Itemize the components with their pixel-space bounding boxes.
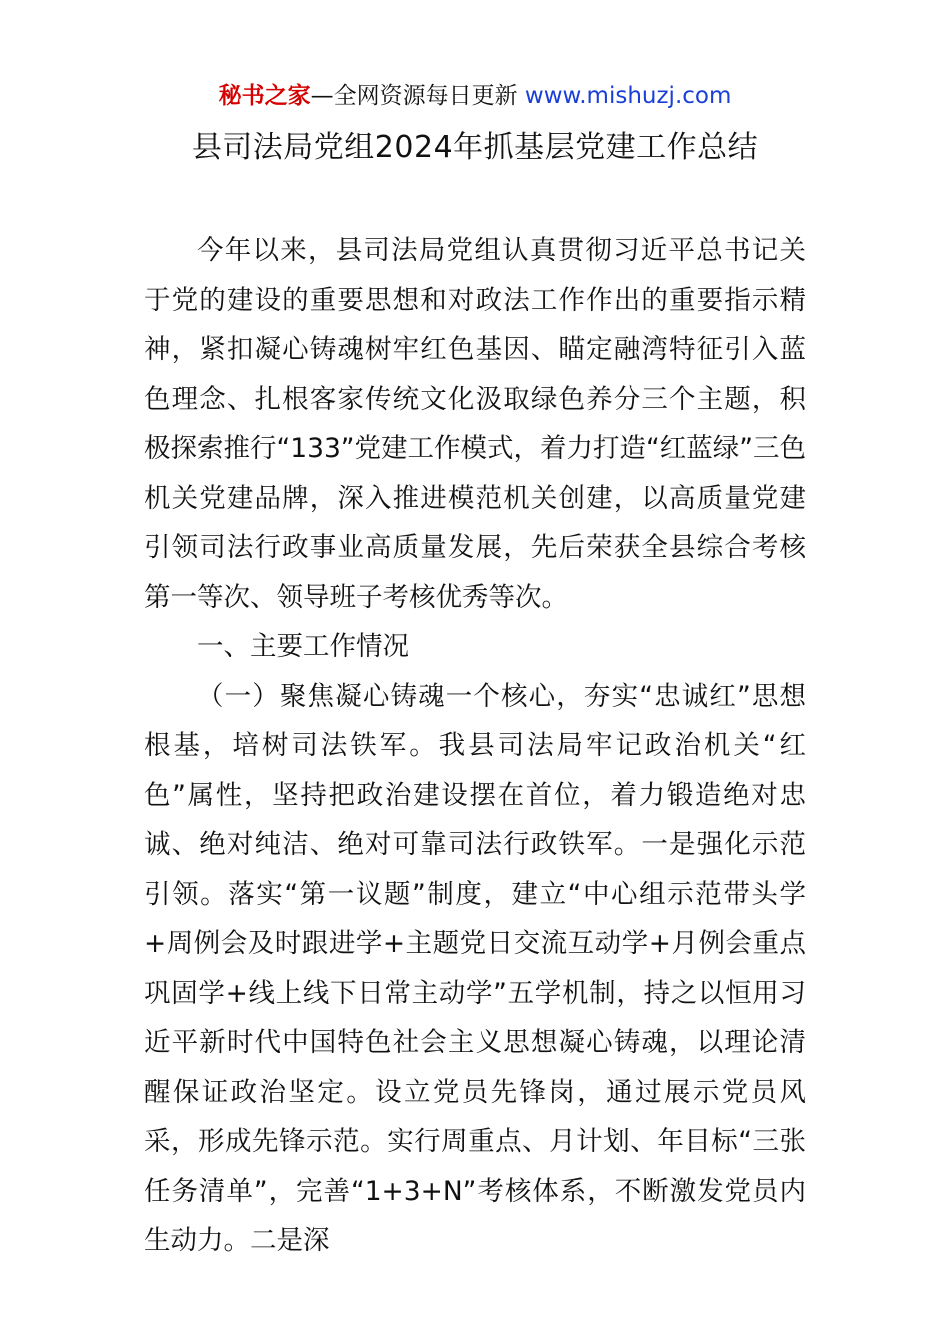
body-paragraph: （一）聚焦凝心铸魂一个核心，夯实“忠诚红”思想根基，培树司法铁军。我县司法局牢记政治机关“红色”属性，坚持把政治建设摆在首位，着力锻造绝对忠诚、绝对纯洁、绝对可靠司法行政铁军。一是强化示范引领。落实“第一议题”制度，建立“中心组示范带头学+周例会及时跟进学+主题党日交流互动学+月例会重点巩固学+线上线下日常主动学”五学机制，持之以恒用习近平新时代中国特色社会主义思想凝心铸魂，以理论清醒保证政治坚定。设立党员先锋岗，通过展示党员风采，形成先锋示范。实行周重点、月计划、年目标“三张任务清单”，完善“1+3+N”考核体系，不断激发党员内生动力。二是深 (144, 680, 806, 1256)
header-tagline: —全网资源每日更新 (310, 83, 518, 109)
site-header (0, 80, 950, 112)
document-title: 县司法局党组2024年抓基层党建工作总结 (191, 130, 759, 165)
document-body (144, 226, 806, 1266)
site-url[interactable]: www.mishuzj.com (524, 83, 732, 109)
intro-paragraph: 今年以来，县司法局党组认真贯彻习近平总书记关于党的建设的重要思想和对政法工作作出的重要指示精神，紧扣凝心铸魂树牢红色基因、瞄定融湾特征引入蓝色理念、扎根客家传统文化汲取绿色养分三个主题，积极探索推行“133”党建工作模式，着力打造“红蓝绿”三色机关党建品牌，深入推进模范机关创建，以高质量党建引领司法行政事业高质量发展，先后荣获全县综合考核第一等次、领导班子考核优秀等次。 (144, 235, 806, 613)
section-heading: 一、主要工作情况 (197, 631, 409, 662)
brand-name: 秘书之家 (218, 83, 311, 109)
